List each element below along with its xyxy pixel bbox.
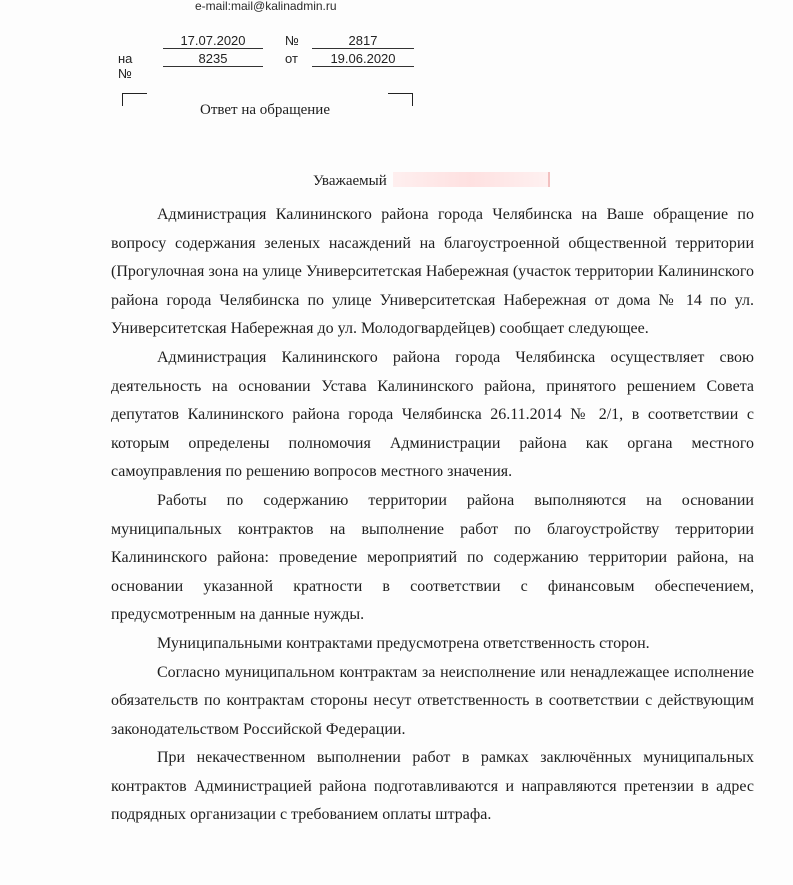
paragraph: Муниципальными контрактами предусмотрена ответственность сторон.: [157, 634, 650, 652]
outgoing-number: 2817: [312, 33, 414, 49]
subject-bracket-right: [388, 93, 413, 106]
in-reply-number: 8235: [163, 51, 263, 67]
outgoing-date: 17.07.2020: [163, 33, 263, 49]
in-reply-label: на №: [118, 51, 133, 81]
salutation-text: Уважаемый: [313, 173, 387, 189]
paragraph: При некачественном выполнении работ в рамках заключённых муниципальных контрактов Администрацией района подготавливаются и направляются претензии в адрес подрядных организации с требованием оплаты штрафа.: [111, 749, 754, 824]
letter-body: [111, 201, 754, 830]
letter-subject: Ответ на обращение: [200, 102, 330, 118]
salutation: [313, 172, 550, 190]
redacted-name: [393, 172, 550, 187]
from-label: от: [285, 51, 298, 66]
in-reply-date: 19.06.2020: [312, 51, 414, 67]
number-sign: №: [285, 33, 299, 48]
paragraph: Администрация Калининского района города Челябинска на Ваше обращение по вопросу содержания зеленых насаждений на благоустроенной общественной территории (Прогулочная зона на улице Университетская Набережная (участок территории Калининского района города Челябинска по улице Университетская Набережная от дома № 14 по ул. Университетская Набережная до ул. Молодогвардейцев) сообщает следующее.: [111, 206, 754, 338]
paragraph: Согласно муниципальном контрактам за неисполнение или ненадлежащее исполнение обязательств по контрактам стороны несут ответственность в соответствии с действующим законодательством Российской Федерации.: [111, 663, 754, 738]
paragraph: Администрация Калининского района города Челябинска осуществляет свою деятельность на основании Устава Калининского района, принятого решением Совета депутатов Калининского района города Челябинска 26.11.2014 № 2/1, в соответствии с которым определены полномочия Администрации района как органа местного самоуправления по решению вопросов местного значения.: [111, 348, 754, 481]
sender-email: e-mail:mail@kalinadmin.ru: [195, 0, 337, 13]
paragraph: Работы по содержанию территории района выполняются на основании муниципальных контрактов на выполнение работ по благоустройству территории Калининского района: проведение мероприятий по содержанию территории района, на основании указанной кратности в соответствии с финансовым обеспечением, предусмотренным на данные нужды.: [111, 491, 754, 624]
subject-bracket-left: [122, 93, 147, 106]
